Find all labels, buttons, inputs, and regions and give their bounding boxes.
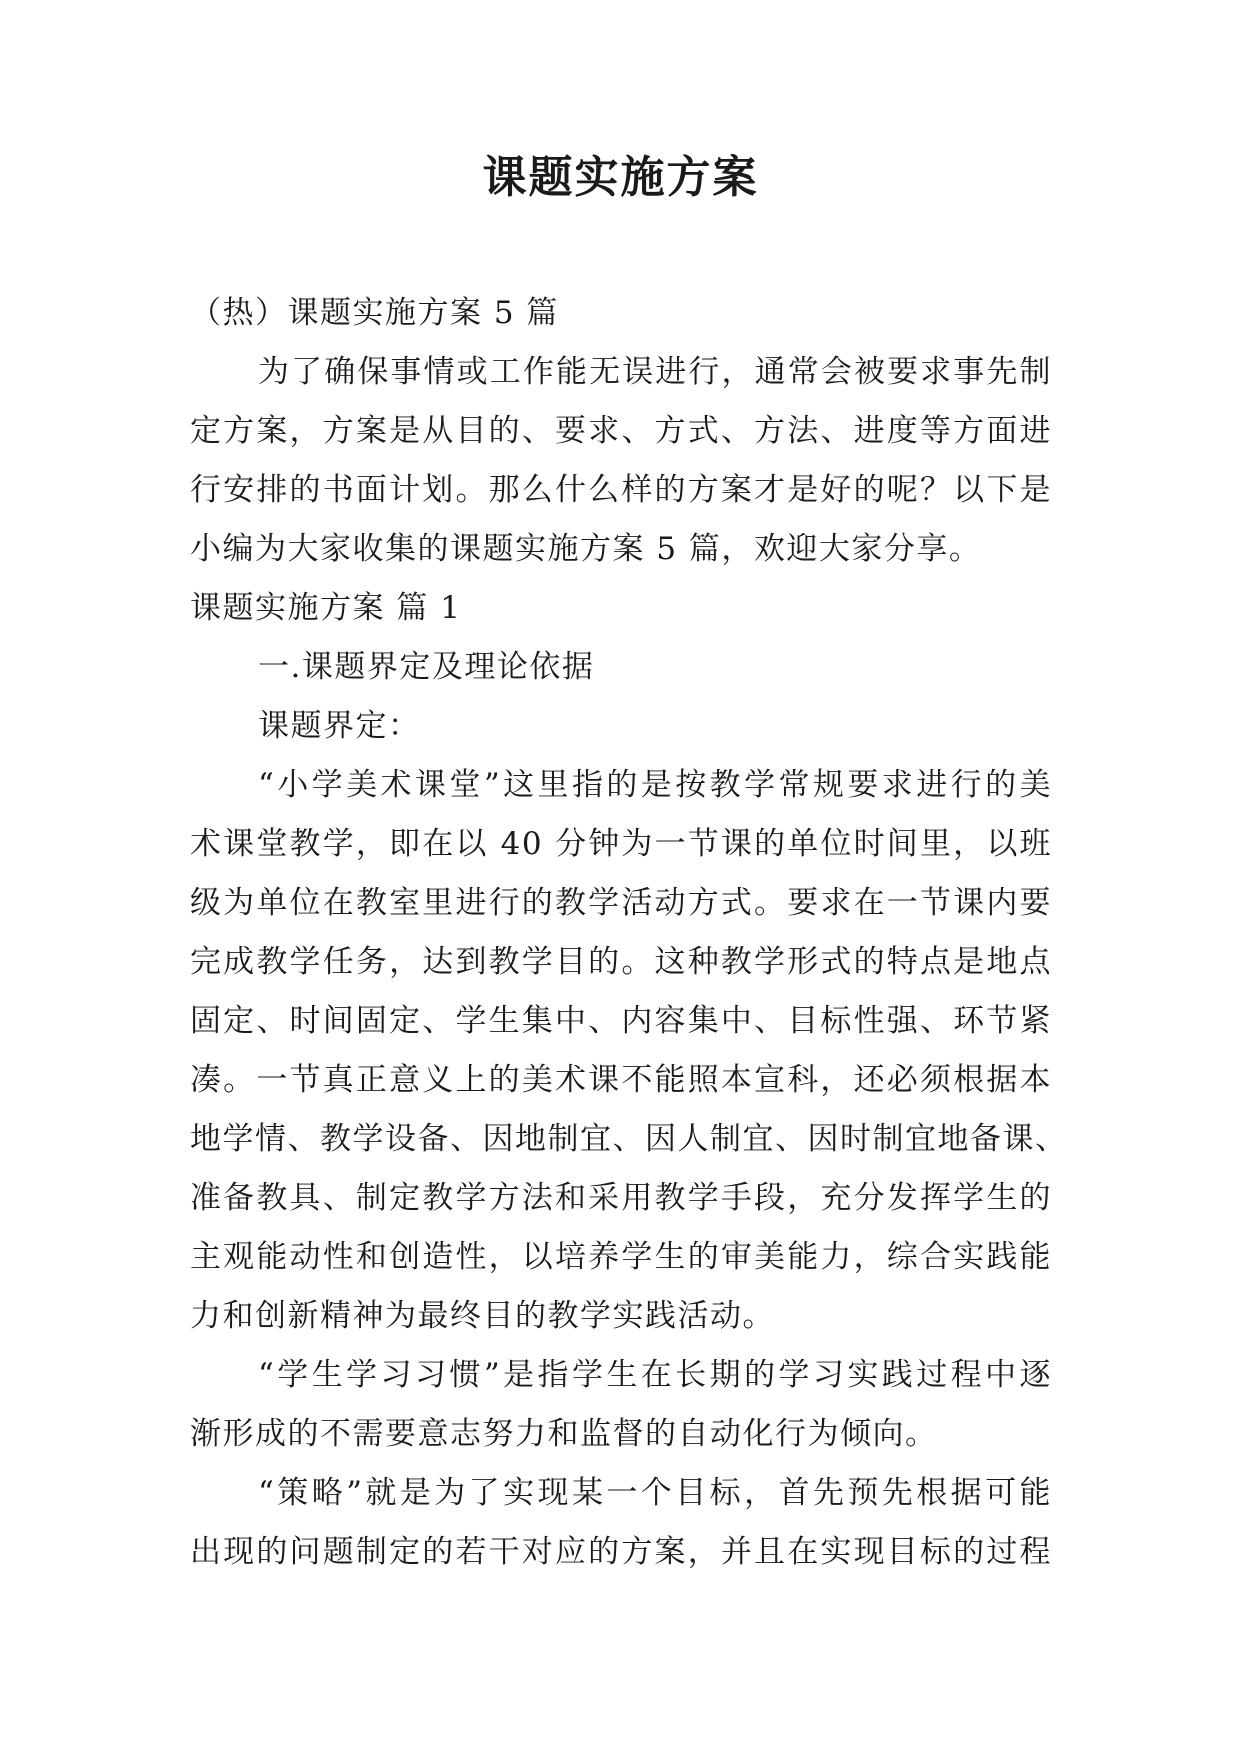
- document-title: 课题实施方案: [482, 152, 759, 203]
- paragraph-line: 定方案，方案是从目的、要求、方式、方法、进度等方面进: [190, 413, 1052, 449]
- paragraph-line: 准备教具、制定教学方法和采用教学手段，充分发挥学生的: [190, 1180, 1052, 1216]
- paragraph-line: 行安排的书面计划。那么什么样的方案才是好的呢？以下是: [190, 472, 1052, 508]
- paragraph-line: 为了确保事情或工作能无误进行，通常会被要求事先制: [258, 354, 1052, 390]
- paragraph-line: 课题界定：: [258, 708, 421, 744]
- paragraph-line: 完成教学任务，达到教学目的。这种教学形式的特点是地点: [190, 944, 1052, 980]
- paragraph-line: 出现的问题制定的若干对应的方案，并且在实现目标的过程: [190, 1534, 1052, 1570]
- paragraph-line: 凑。一节真正意义上的美术课不能照本宣科，还必须根据本: [190, 1062, 1052, 1098]
- paragraph-line: 术课堂教学，即在以 40 分钟为一节课的单位时间里，以班: [190, 826, 1052, 862]
- paragraph-line: 主观能动性和创造性，以培养学生的审美能力，综合实践能: [190, 1239, 1052, 1275]
- paragraph-line: 级为单位在教室里进行的教学活动方式。要求在一节课内要: [190, 885, 1052, 921]
- paragraph-line: 渐形成的不需要意志努力和监督的自动化行为倾向。: [190, 1416, 938, 1452]
- paragraph-line: 力和创新精神为最终目的教学实践活动。: [190, 1298, 775, 1334]
- paragraph-line: 固定、时间固定、学生集中、内容集中、目标性强、环节紧: [190, 1003, 1052, 1039]
- subsection-heading: 一.课题界定及理论依据: [258, 649, 595, 685]
- document-body: [190, 284, 1068, 1582]
- paragraph-line: 地学情、教学设备、因地制宜、因人制宜、因时制宜地备课、: [190, 1121, 1068, 1157]
- paragraph-line: “小学美术课堂”这里指的是按教学常规要求进行的美: [258, 767, 1052, 803]
- paragraph-line: “学生学习习惯”是指学生在长期的学习实践过程中逐: [258, 1357, 1052, 1393]
- section-heading: 课题实施方案 篇 1: [190, 590, 462, 626]
- paragraph-line: “策略”就是为了实现某一个目标，首先预先根据可能: [258, 1475, 1052, 1511]
- subtitle-line: （热）课题实施方案 5 篇: [190, 295, 559, 331]
- paragraph-line: 小编为大家收集的课题实施方案 5 篇，欢迎大家分享。: [190, 531, 982, 567]
